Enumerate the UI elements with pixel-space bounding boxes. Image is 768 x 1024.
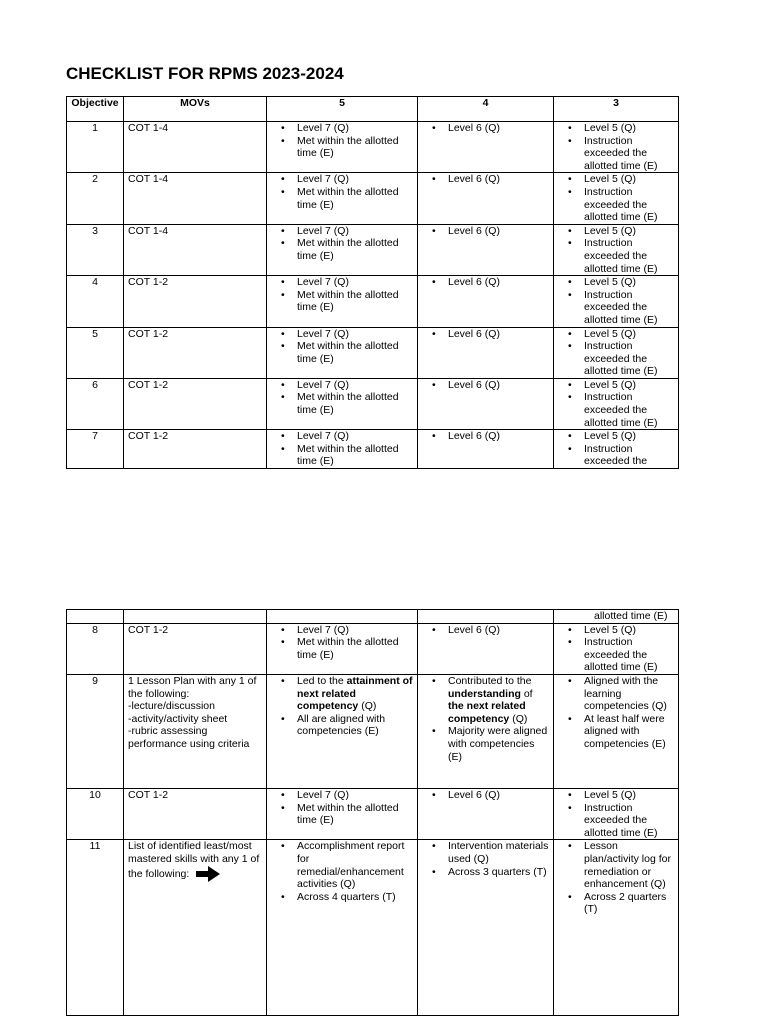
list-item: • Level 5 (Q) [568,789,674,802]
list-item: • Level 7 (Q) [281,122,413,135]
list-item: • Met within the allotted time (E) [281,340,413,365]
score-4-cell [418,224,554,275]
score-3-cell [554,378,679,429]
list-item: • Level 5 (Q) [568,624,674,637]
objective-number: 8 [67,623,124,674]
objective-number: 7 [67,430,124,469]
score-4-cell [418,173,554,224]
header-score-5: 5 [267,97,418,122]
list-item: • Majority were aligned with competencies (E) [432,725,549,763]
page-title: CHECKLIST FOR RPMS 2023-2024 [66,64,344,83]
score-3-cell [554,327,679,378]
movs-line: -rubric assessing performance using criteria [128,725,250,750]
header-movs: MOVs [124,97,267,122]
list-item: • Level 5 (Q) [568,173,674,186]
list-item: • Level 7 (Q) [281,430,413,443]
header-score-3: 3 [554,97,679,122]
movs-cell [124,840,267,1016]
list-item: • Level 7 (Q) [281,173,413,186]
table-row-continuation [67,610,679,624]
header-score-4: 4 [418,97,554,122]
movs-cell: COT 1-4 [124,173,267,224]
empty-cell [267,610,418,624]
table-row [67,224,679,275]
score-3-cell [554,122,679,173]
list-item: • Level 7 (Q) [281,789,413,802]
list-item: • Level 7 (Q) [281,225,413,238]
list-item: • Instruction exceeded the allotted time (E) [568,237,674,275]
objective-number: 10 [67,788,124,839]
list-item: • Intervention materials used (Q) [432,840,549,865]
movs-line: -activity/activity sheet [128,712,228,725]
score-3-cell [554,623,679,674]
score-4-cell [418,122,554,173]
score-5-cell [267,840,418,1016]
list-item: • Met within the allotted time (E) [281,289,413,314]
table-row [67,378,679,429]
list-item: • Met within the allotted time (E) [281,391,413,416]
list-item: • Level 5 (Q) [568,276,674,289]
text-span: (Q) [358,700,377,713]
table-row [67,840,679,1016]
movs-line: 1 Lesson Plan with any 1 of the following: [128,674,257,700]
header-objective: Objective [67,97,124,122]
score-5-cell [267,276,418,327]
objective-number: 5 [67,327,124,378]
table-row [67,173,679,224]
list-item: • Level 5 (Q) [568,225,674,238]
score-3-cell [554,788,679,839]
list-item: • Instruction exceeded the allotted time (E) [568,391,674,429]
list-item: • Level 6 (Q) [432,624,549,637]
table-row [67,327,679,378]
movs-cell: COT 1-2 [124,430,267,469]
movs-cell: COT 1-2 [124,327,267,378]
list-item: • Level 7 (Q) [281,624,413,637]
objective-number: 2 [67,173,124,224]
score-3-cell [554,224,679,275]
list-item: • Instruction exceeded the allotted time (E) [568,186,674,224]
list-item: • Across 2 quarters (T) [568,891,674,916]
list-item: • At least half were aligned with competencies (E) [568,713,674,751]
table-row [67,276,679,327]
score-4-cell [418,327,554,378]
score-3-cell [554,173,679,224]
list-item: • Met within the allotted time (E) [281,135,413,160]
list-item: • Level 5 (Q) [568,328,674,341]
table-row [67,788,679,839]
checklist-table-page-1 [66,96,679,469]
checklist-table-page-2 [66,609,679,1016]
objective-number: 1 [67,122,124,173]
list-item: • Instruction exceeded the allotted time (E) [568,802,674,840]
movs-cell: COT 1-2 [124,276,267,327]
list-item: • Lesson plan/activity log for remediation or enhancement (Q) [568,840,674,890]
score-5-cell [267,224,418,275]
table-row [67,122,679,173]
list-item: • Level 6 (Q) [432,379,549,392]
list-item [281,675,413,713]
objective-number: 4 [67,276,124,327]
score-3-cell [554,430,679,469]
score-3-cell [554,276,679,327]
table-row [67,623,679,674]
bold-text: attainment of next related competency [297,674,413,713]
list-item: • Level 6 (Q) [432,789,549,802]
list-item: • Level 6 (Q) [432,328,549,341]
list-item: • Aligned with the learning competencies (Q) [568,675,674,713]
score-5-cell [267,788,418,839]
list-item: • Level 6 (Q) [432,122,549,135]
text-span: Led to the [297,674,347,687]
table-row [67,430,679,469]
movs-cell: COT 1-2 [124,788,267,839]
bold-text: understanding [448,687,521,700]
list-item: • Accomplishment report for remedial/enhancement activities (Q) [281,840,413,890]
list-item: • Level 7 (Q) [281,276,413,289]
list-item: • Across 4 quarters (T) [281,891,413,904]
list-item: • Instruction exceeded the allotted time (E) [568,340,674,378]
list-item: • Instruction exceeded the allotted time (E) [568,636,674,674]
right-arrow-icon [196,866,220,882]
text-span: (Q) [509,712,528,725]
empty-cell [67,610,124,624]
list-item: • Met within the allotted time (E) [281,802,413,827]
list-item: • Instruction exceeded the [568,443,674,468]
list-item [432,675,549,725]
score-5-cell [267,173,418,224]
list-item: • Level 5 (Q) [568,379,674,392]
movs-line: -lecture/discussion [128,700,215,713]
list-item: • All are aligned with competencies (E) [281,713,413,738]
score-4-cell [418,840,554,1016]
score-3-cell [554,840,679,1016]
list-item: • Instruction exceeded the allotted time (E) [568,289,674,327]
score-5-cell [267,430,418,469]
movs-cell: COT 1-4 [124,122,267,173]
list-item: • Level 6 (Q) [432,173,549,186]
movs-cell: COT 1-4 [124,224,267,275]
list-item: • Level 5 (Q) [568,430,674,443]
text-span: Contributed to the [448,674,532,687]
table-header-row [67,97,679,122]
text-span: of [520,687,533,700]
objective-number: 11 [67,840,124,1016]
list-item: • Across 3 quarters (T) [432,866,549,879]
score-4-cell [418,276,554,327]
list-item: • Met within the allotted time (E) [281,237,413,262]
list-item: • Level 6 (Q) [432,430,549,443]
list-item: • Level 6 (Q) [432,225,549,238]
score-5-cell [267,623,418,674]
table-row [67,674,679,788]
list-item: • Met within the allotted time (E) [281,443,413,468]
objective-number: 9 [67,674,124,788]
movs-cell: COT 1-2 [124,623,267,674]
list-item: • Instruction exceeded the allotted time (E) [568,135,674,173]
score-4-cell [418,430,554,469]
list-item: • Level 7 (Q) [281,379,413,392]
empty-cell [124,610,267,624]
list-item: • Level 7 (Q) [281,328,413,341]
score-4-cell [418,378,554,429]
list-item: • Met within the allotted time (E) [281,636,413,661]
empty-cell [418,610,554,624]
objective-number: 3 [67,224,124,275]
score-5-cell [267,674,418,788]
list-item: • Level 5 (Q) [568,122,674,135]
movs-text: List of identified least/most mastered skills with any 1 of the following: [128,840,260,880]
score-4-cell [418,788,554,839]
list-item: • Met within the allotted time (E) [281,186,413,211]
score-4-cell [418,674,554,788]
list-item: • Level 6 (Q) [432,276,549,289]
score-4-cell [418,623,554,674]
movs-cell: COT 1-2 [124,378,267,429]
score-5-cell [267,378,418,429]
score-3-cell: allotted time (E) [554,610,679,624]
objective-number: 6 [67,378,124,429]
score-5-cell [267,327,418,378]
score-3-cell [554,674,679,788]
movs-cell [124,674,267,788]
score-5-cell [267,122,418,173]
bold-text: the next related competency [448,700,526,725]
